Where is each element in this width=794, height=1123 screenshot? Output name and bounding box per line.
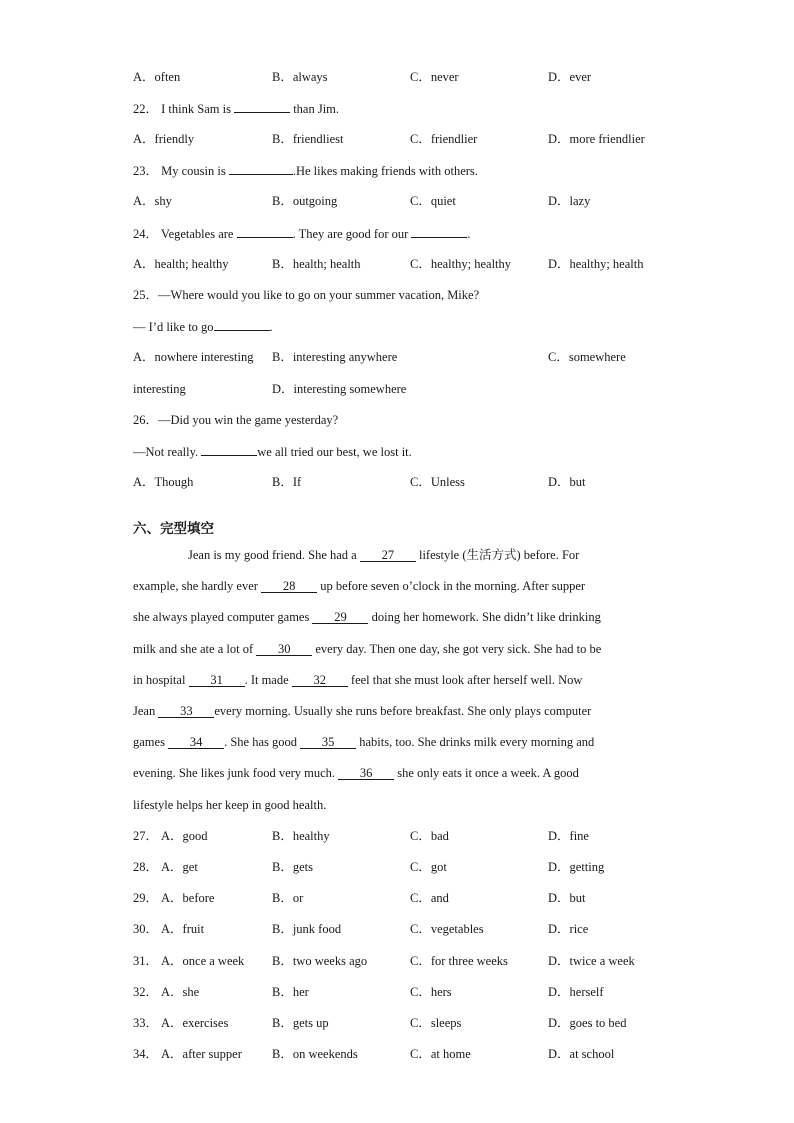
q34-option-d[interactable]: D．at school bbox=[548, 1047, 615, 1061]
q26-number: 26． bbox=[133, 413, 159, 427]
q31-option-d[interactable]: D．twice a week bbox=[548, 954, 635, 968]
q22-option-d[interactable]: D．more friendlier bbox=[548, 132, 645, 146]
q24-blank-2[interactable] bbox=[411, 225, 467, 238]
passage-line-9 bbox=[133, 797, 326, 813]
q30-option-b[interactable]: B．junk food bbox=[272, 922, 342, 936]
passage-text: example, she hardly ever bbox=[133, 579, 258, 593]
passage-text: habits, too. She drinks milk every morning and bbox=[359, 735, 595, 749]
q28-option-c[interactable]: C．got bbox=[410, 860, 447, 874]
q34-options bbox=[133, 1046, 673, 1062]
q34-option-c[interactable]: C．at home bbox=[410, 1047, 471, 1061]
q33-option-b[interactable]: B．gets up bbox=[272, 1016, 329, 1030]
blank-36[interactable]: 36 bbox=[338, 767, 394, 780]
q22-option-a[interactable]: A．friendly bbox=[133, 132, 195, 146]
q33-options bbox=[133, 1015, 673, 1031]
q26-option-b[interactable]: B．If bbox=[272, 475, 302, 489]
q25-blank[interactable] bbox=[214, 318, 270, 331]
blank-29[interactable]: 29 bbox=[312, 611, 368, 624]
passage-text: she only eats it once a week. A good bbox=[397, 766, 579, 780]
q28-option-b[interactable]: B．gets bbox=[272, 860, 313, 874]
blank-31[interactable]: 31 bbox=[189, 674, 245, 687]
q23-option-d[interactable]: D．lazy bbox=[548, 194, 591, 208]
q25-option-b[interactable]: B．interesting anywhere bbox=[272, 350, 398, 364]
q24-options bbox=[133, 256, 673, 272]
q26-blank[interactable] bbox=[201, 443, 257, 456]
q31-option-a[interactable]: A．once a week bbox=[161, 954, 245, 968]
q29-number: 29． bbox=[133, 891, 159, 905]
passage-text: lifestyle (生活方式) before. For bbox=[418, 548, 580, 562]
q22-option-c[interactable]: C．friendlier bbox=[410, 132, 478, 146]
q23-option-b[interactable]: B．outgoing bbox=[272, 194, 338, 208]
q33-number: 33． bbox=[133, 1016, 159, 1030]
blank-34[interactable]: 34 bbox=[168, 736, 224, 749]
q30-option-d[interactable]: D．rice bbox=[548, 922, 589, 936]
q22-question bbox=[133, 100, 339, 117]
q22-blank[interactable] bbox=[234, 100, 290, 113]
passage-line-8 bbox=[133, 765, 579, 781]
blank-27[interactable]: 27 bbox=[360, 549, 416, 562]
q24-blank-1[interactable] bbox=[237, 225, 293, 238]
q29-option-b[interactable]: B．or bbox=[272, 891, 304, 905]
q25-option-a[interactable]: A．nowhere interesting bbox=[133, 350, 254, 364]
passage-text: up before seven o’clock in the morning. After supper bbox=[320, 579, 586, 593]
q23-text-pre: My cousin is bbox=[161, 164, 226, 178]
q24-option-c[interactable]: C．healthy; healthy bbox=[410, 257, 512, 271]
blank-30[interactable]: 30 bbox=[256, 643, 312, 656]
q26-answer bbox=[133, 443, 412, 460]
q27-option-b[interactable]: B．healthy bbox=[272, 829, 330, 843]
passage-text: evening. She likes junk food very much. bbox=[133, 766, 336, 780]
q24-question bbox=[133, 225, 471, 242]
q28-option-d[interactable]: D．getting bbox=[548, 860, 605, 874]
q33-option-c[interactable]: C．sleeps bbox=[410, 1016, 462, 1030]
q25-options-row-2 bbox=[133, 381, 673, 397]
q24-number: 24． bbox=[133, 227, 159, 241]
passage-text: games bbox=[133, 735, 165, 749]
q21-options bbox=[133, 69, 673, 85]
q31-option-b[interactable]: B．two weeks ago bbox=[272, 954, 368, 968]
q23-question bbox=[133, 162, 478, 179]
q22-number: 22． bbox=[133, 102, 159, 116]
q25-option-c[interactable]: C．somewhere bbox=[548, 350, 626, 364]
passage-text: she always played computer games bbox=[133, 610, 310, 624]
passage-line-4 bbox=[133, 641, 601, 657]
q32-option-d[interactable]: D．herself bbox=[548, 985, 604, 999]
q29-options bbox=[133, 890, 673, 906]
q28-option-a[interactable]: A．get bbox=[161, 860, 198, 874]
passage-text: doing her homework. She didn’t like drinking bbox=[371, 610, 601, 624]
blank-28[interactable]: 28 bbox=[261, 580, 317, 593]
q21-option-b[interactable]: B．always bbox=[272, 70, 328, 84]
q32-options bbox=[133, 984, 673, 1000]
blank-33[interactable]: 33 bbox=[158, 705, 214, 718]
q30-options bbox=[133, 921, 673, 937]
blank-32[interactable]: 32 bbox=[292, 674, 348, 687]
passage-text: lifestyle helps her keep in good health. bbox=[133, 798, 327, 812]
passage-text: . It made bbox=[244, 673, 289, 687]
passage-line-7 bbox=[133, 734, 594, 750]
q32-option-c[interactable]: C．hers bbox=[410, 985, 452, 999]
q28-number: 28． bbox=[133, 860, 159, 874]
q24-text-mid: . They are good for our bbox=[292, 227, 409, 241]
q23-options bbox=[133, 193, 673, 209]
q34-option-b[interactable]: B．on weekends bbox=[272, 1047, 358, 1061]
q25-answer bbox=[133, 318, 273, 335]
q26-question-text: —Did you win the game yesterday? bbox=[158, 413, 339, 427]
q29-option-a[interactable]: A．before bbox=[161, 891, 215, 905]
q28-options bbox=[133, 859, 673, 875]
q33-option-d[interactable]: D．goes to bed bbox=[548, 1016, 627, 1030]
q27-options bbox=[133, 828, 673, 844]
q24-option-a[interactable]: A．health; healthy bbox=[133, 257, 229, 271]
q32-option-a[interactable]: A．she bbox=[161, 985, 200, 999]
q25-answer-pre: — I’d like to go bbox=[133, 320, 214, 334]
q34-number: 34． bbox=[133, 1047, 159, 1061]
passage-line-3 bbox=[133, 609, 601, 625]
q22-text-pre: I think Sam is bbox=[161, 102, 231, 116]
q23-text-post: .He likes making friends with others. bbox=[292, 164, 478, 178]
passage-text: Jean is my good friend. She had a bbox=[188, 548, 357, 562]
q26-option-d[interactable]: D．but bbox=[548, 475, 586, 489]
q32-number: 32． bbox=[133, 985, 159, 999]
passage-text: in hospital bbox=[133, 673, 186, 687]
passage-line-5 bbox=[133, 672, 582, 688]
q26-question bbox=[133, 412, 338, 428]
passage-text: every morning. Usually she runs before breakfast. She only plays computer bbox=[214, 704, 592, 718]
passage-text: milk and she ate a lot of bbox=[133, 642, 254, 656]
q25-answer-post: . bbox=[269, 320, 273, 334]
q26-answer-post: we all tried our best, we lost it. bbox=[257, 445, 412, 459]
q22-option-b[interactable]: B．friendliest bbox=[272, 132, 344, 146]
q24-text-pre: Vegetables are bbox=[160, 227, 234, 241]
q24-text-post: . bbox=[467, 227, 471, 241]
q33-option-a[interactable]: A．exercises bbox=[161, 1016, 229, 1030]
q21-option-c[interactable]: C．never bbox=[410, 70, 459, 84]
section-heading-cloze: 六、完型填空 bbox=[133, 521, 214, 537]
passage-line-6 bbox=[133, 703, 591, 719]
q23-number: 23． bbox=[133, 164, 159, 178]
q25-options-row-1 bbox=[133, 349, 673, 365]
q24-option-d[interactable]: D．healthy; health bbox=[548, 257, 644, 271]
q29-option-d[interactable]: D．but bbox=[548, 891, 586, 905]
q26-answer-pre: —Not really. bbox=[133, 445, 199, 459]
passage-line-1 bbox=[188, 547, 579, 563]
q23-option-a[interactable]: A．shy bbox=[133, 194, 172, 208]
q22-options bbox=[133, 131, 673, 147]
q27-number: 27． bbox=[133, 829, 159, 843]
q30-number: 30． bbox=[133, 922, 159, 936]
q34-option-a[interactable]: A．after supper bbox=[161, 1047, 242, 1061]
passage-text: Jean bbox=[133, 704, 156, 718]
q21-option-a[interactable]: A．often bbox=[133, 70, 181, 84]
q23-blank[interactable] bbox=[229, 162, 293, 175]
q31-option-c[interactable]: C．for three weeks bbox=[410, 954, 508, 968]
q32-option-b[interactable]: B．her bbox=[272, 985, 309, 999]
passage-text: feel that she must look after herself well. Now bbox=[350, 673, 583, 687]
q24-option-b[interactable]: B．health; health bbox=[272, 257, 361, 271]
q27-option-c[interactable]: C．bad bbox=[410, 829, 449, 843]
q27-option-d[interactable]: D．fine bbox=[548, 829, 589, 843]
q26-option-a[interactable]: A．Though bbox=[133, 475, 194, 489]
passage-text: . She has good bbox=[224, 735, 297, 749]
passage-line-2 bbox=[133, 578, 585, 594]
q31-options bbox=[133, 953, 673, 969]
q23-option-c[interactable]: C．quiet bbox=[410, 194, 456, 208]
q30-option-c[interactable]: C．vegetables bbox=[410, 922, 484, 936]
q26-option-c[interactable]: C．Unless bbox=[410, 475, 465, 489]
passage-text: every day. Then one day, she got very sick. She had to be bbox=[315, 642, 602, 656]
q21-option-d[interactable]: D．ever bbox=[548, 70, 592, 84]
q29-option-c[interactable]: C．and bbox=[410, 891, 449, 905]
q25-option-d[interactable]: D．interesting somewhere bbox=[272, 382, 407, 396]
q25-option-c-continued[interactable]: interesting bbox=[133, 382, 186, 396]
q26-options bbox=[133, 474, 673, 490]
q31-number: 31． bbox=[133, 954, 159, 968]
q22-text-post: than Jim. bbox=[293, 102, 340, 116]
blank-35[interactable]: 35 bbox=[300, 736, 356, 749]
q25-question bbox=[133, 287, 479, 303]
q25-number: 25． bbox=[133, 288, 159, 302]
q27-option-a[interactable]: A．good bbox=[161, 829, 208, 843]
q25-question-text: —Where would you like to go on your summer vacation, Mike? bbox=[158, 288, 480, 302]
q30-option-a[interactable]: A．fruit bbox=[161, 922, 205, 936]
